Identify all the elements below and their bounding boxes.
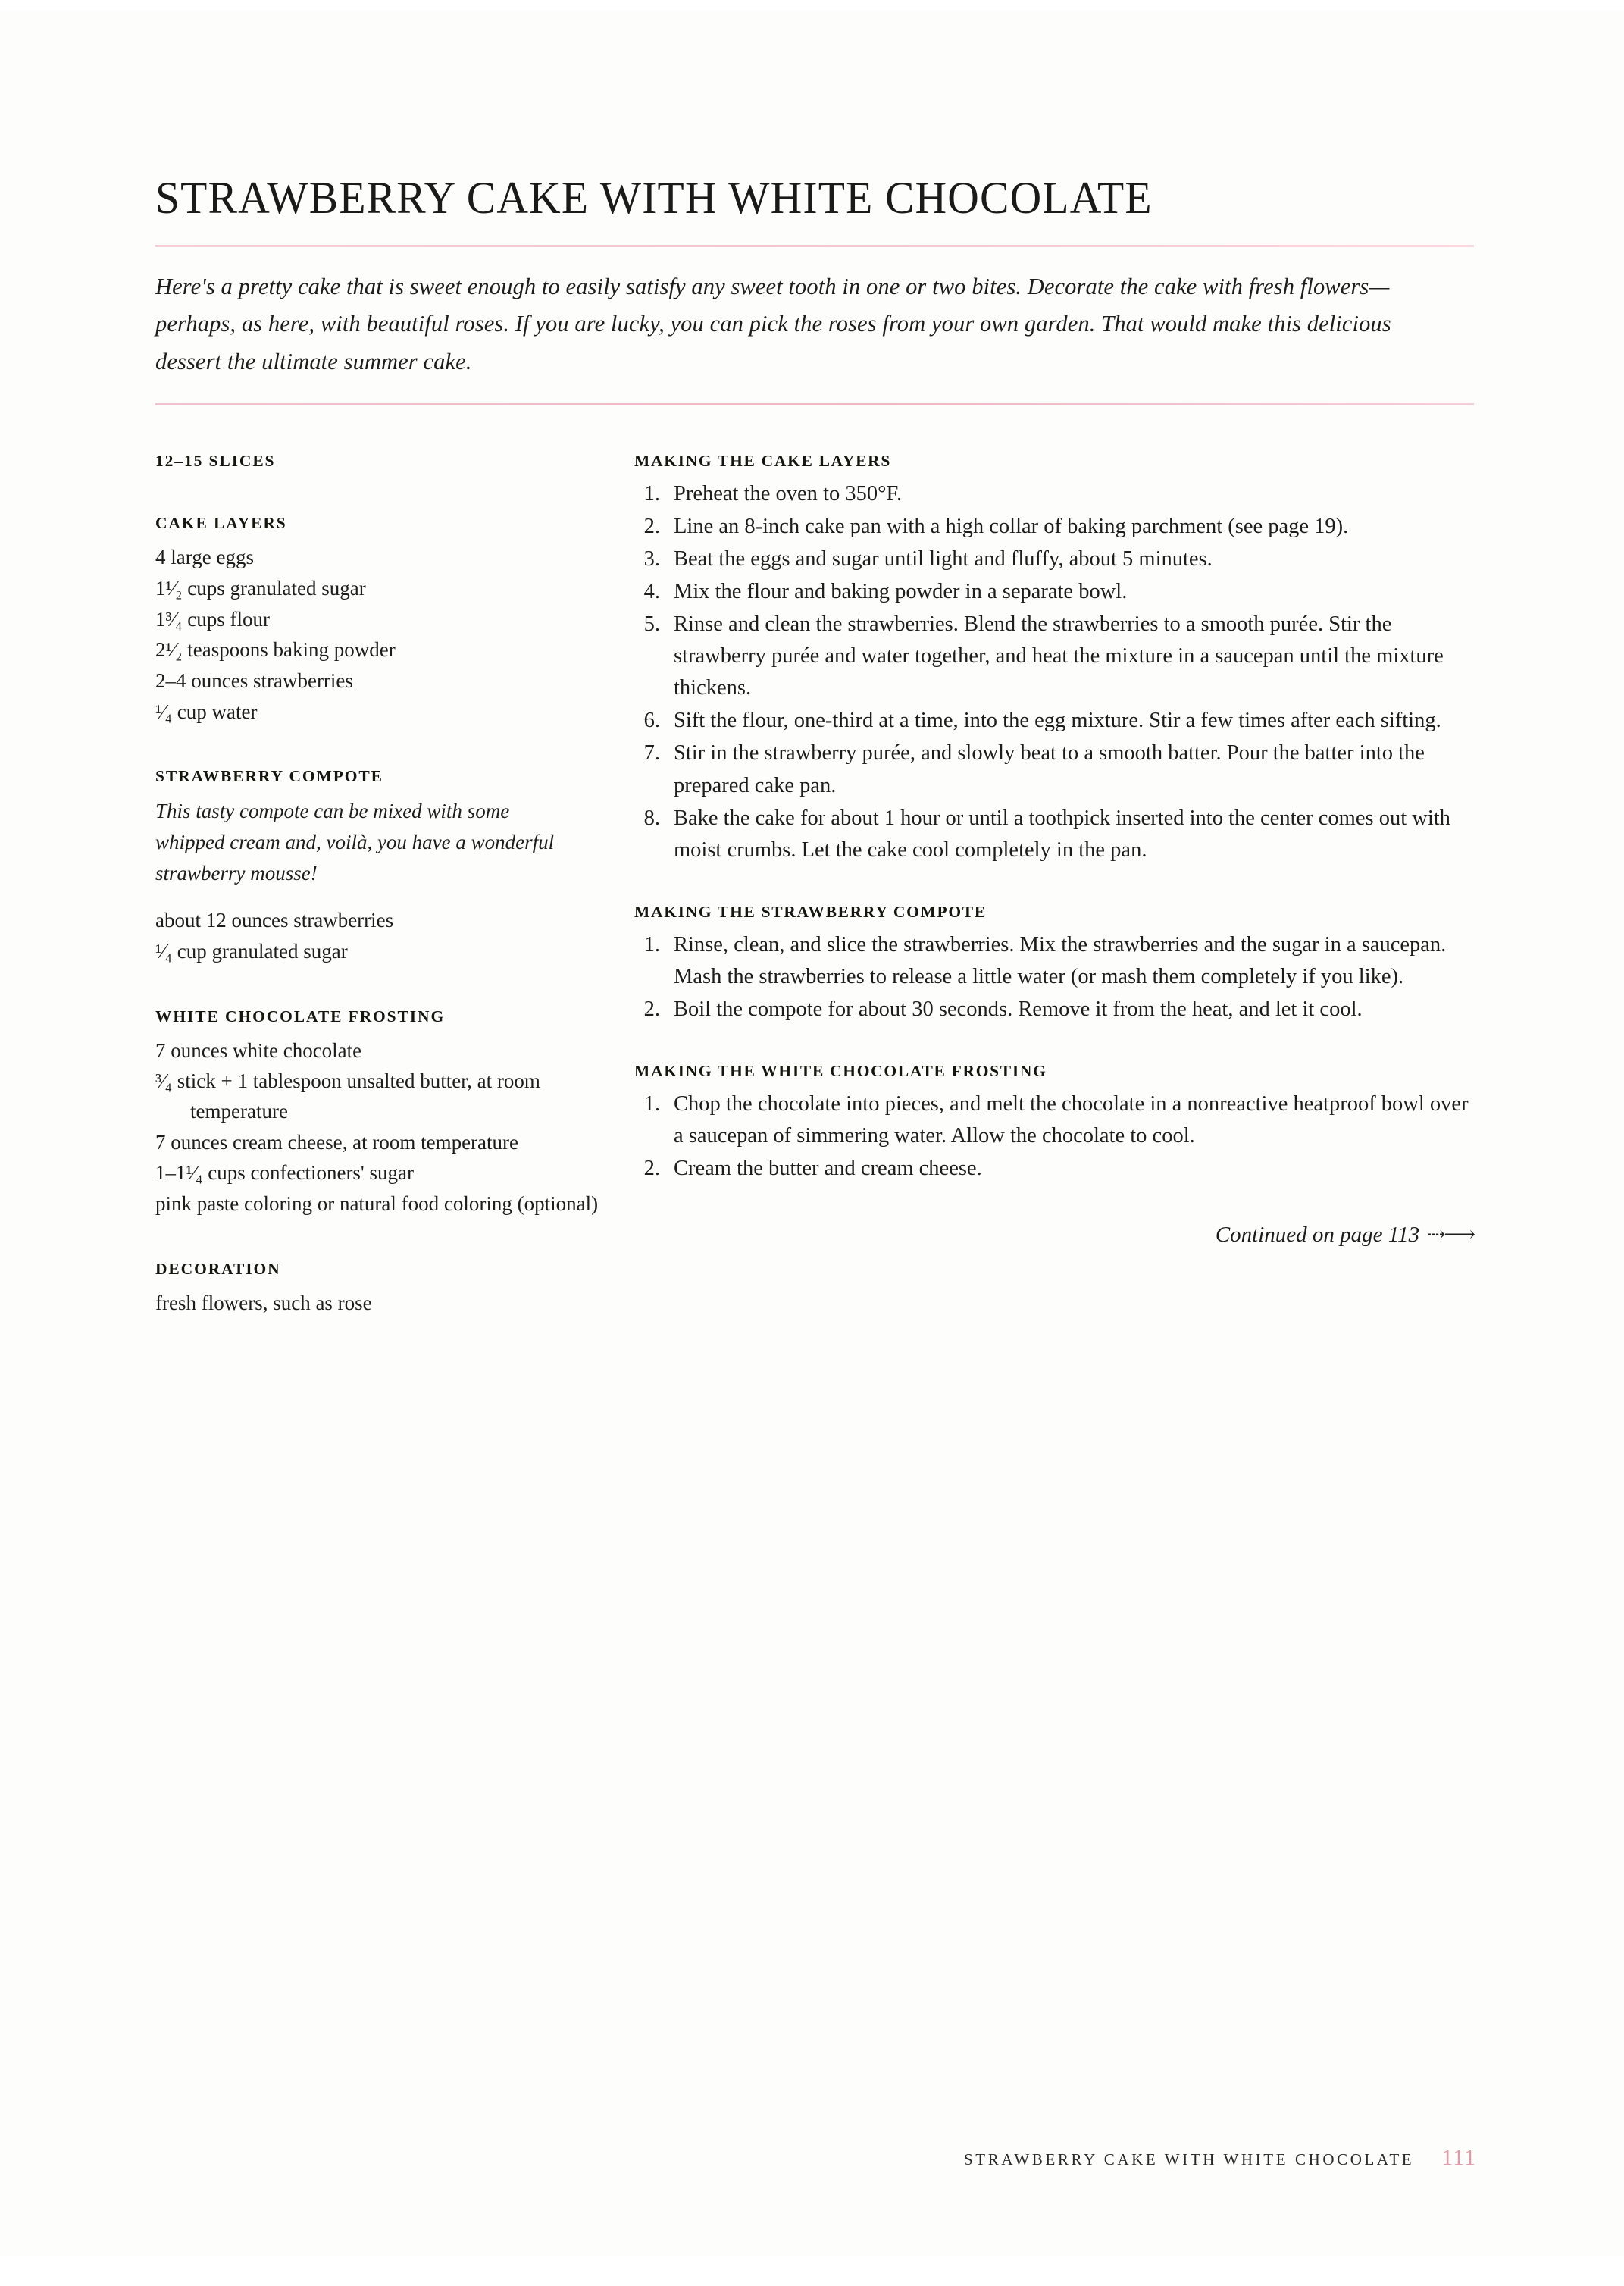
step-item (634, 1153, 1474, 1185)
step-number: 6. (643, 709, 660, 733)
method-heading-white-chocolate-frosting: MAKING THE WHITE CHOCOLATE FROSTING (634, 1061, 1047, 1080)
recipe-intro: Here's a pretty cake that is sweet enough to easily satisfy any sweet tooth in one or two bites. Decorate the cake with fresh flowers—perhaps, as here, with beautiful roses. If you are lucky, you can pick the roses from your own garden. That would make this delicious dessert the ultimate summer cake. (155, 274, 1391, 374)
yield-label: 12–15 SLICES (155, 452, 276, 471)
step-number: 4. (643, 580, 660, 604)
page-title: STRAWBERRY CAKE WITH WHITE CHOCOLATE (155, 173, 1153, 223)
list-item: 7 ounces white chocolate (155, 1038, 362, 1062)
method-group-cake-layers (634, 452, 1474, 866)
divider-rule-top (155, 245, 1474, 247)
step-number: 1. (643, 1091, 660, 1116)
step-number: 8. (643, 806, 660, 830)
ingredient-heading-strawberry-compote: STRAWBERRY COMPOTE (155, 767, 383, 786)
ingredient-group-cake-layers (155, 513, 618, 727)
list-item: ¹⁄₄ cup granulated sugar (155, 940, 348, 963)
list-item: 4 large eggs (155, 546, 254, 569)
method-group-white-chocolate-frosting (634, 1062, 1474, 1185)
method-steps-cake-layers (634, 478, 1474, 866)
step-item (634, 478, 1474, 510)
step-text: Preheat the oven to 350°F. (674, 482, 903, 506)
method-steps-white-chocolate-frosting (634, 1088, 1474, 1185)
step-text: Boil the compote for about 30 seconds. Remove it from the heat, and let it cool. (674, 997, 1363, 1021)
step-text: Line an 8-inch cake pan with a high collar of baking parchment (see page 19). (674, 515, 1349, 539)
ingredient-heading-cake-layers: CAKE LAYERS (155, 514, 287, 533)
step-text: Cream the butter and cream cheese. (674, 1156, 982, 1180)
ingredient-group-decoration (155, 1259, 618, 1319)
step-item (634, 609, 1474, 704)
ingredients-column (155, 452, 618, 1358)
list-item: 2–4 ounces strawberries (155, 669, 353, 692)
list-item: 2¹⁄₂ teaspoons baking powder (155, 638, 396, 662)
step-number: 3. (643, 547, 660, 572)
list-item: about 12 ounces strawberries (155, 909, 394, 932)
step-number: 1. (643, 932, 660, 957)
step-item (634, 1088, 1474, 1152)
ingredient-group-strawberry-compote (155, 766, 618, 966)
step-text: Stir in the strawberry purée, and slowly beat to a smooth batter. Pour the batter into the prepared cake pan. (674, 741, 1425, 797)
ingredient-list-white-chocolate-frosting (155, 1036, 618, 1220)
step-text: Bake the cake for about 1 hour or until a toothpick inserted into the center comes out with moist crumbs. Let the cake cool completely in the pan. (674, 806, 1450, 862)
step-item (634, 543, 1474, 575)
list-item: ³⁄₄ stick + 1 tablespoon unsalted butter, at room temperature (155, 1069, 540, 1123)
method-column (634, 452, 1474, 1248)
ingredient-heading-white-chocolate-frosting: WHITE CHOCOLATE FROSTING (155, 1007, 446, 1026)
list-item: 7 ounces cream cheese, at room temperature (155, 1130, 519, 1154)
method-heading-strawberry-compote: MAKING THE STRAWBERRY COMPOTE (634, 902, 987, 921)
list-item: fresh flowers, such as rose (155, 1291, 372, 1314)
recipe-columns (155, 452, 1474, 1358)
step-number: 2. (643, 997, 660, 1021)
step-item (634, 929, 1474, 993)
step-item (634, 705, 1474, 737)
step-text: Sift the flour, one-third at a time, into the egg mixture. Stir a few times after each sifting. (674, 709, 1441, 733)
step-number: 5. (643, 612, 660, 637)
list-item: 1–1¹⁄₄ cups confectioners' sugar (155, 1161, 415, 1185)
step-item (634, 511, 1474, 543)
continued-text: Continued on page 113 (1215, 1222, 1420, 1247)
ingredient-heading-decoration: DECORATION (155, 1259, 281, 1278)
list-item: ¹⁄₄ cup water (155, 700, 258, 723)
list-item: 1³⁄₄ cups flour (155, 607, 270, 631)
compote-note: This tasty compote can be mixed with some whipped cream and, voilà, you have a wonderful strawberry mousse! (155, 800, 555, 885)
ingredient-group-white-chocolate-frosting (155, 1007, 618, 1220)
arrow-right-icon: ⇢⟶ (1427, 1222, 1474, 1247)
step-number: 7. (643, 741, 660, 766)
page-footer (155, 2145, 1476, 2171)
step-number: 2. (643, 515, 660, 539)
step-text: Mix the flour and baking powder in a separate bowl. (674, 580, 1128, 604)
step-text: Rinse and clean the strawberries. Blend the strawberries to a smooth purée. Stir the strawberry purée and water together, and heat the mixture in a saucepan until the mixture thickens. (674, 612, 1444, 700)
step-item (634, 737, 1474, 801)
ingredient-list-cake-layers (155, 543, 618, 727)
method-group-strawberry-compote (634, 903, 1474, 1026)
method-heading-cake-layers: MAKING THE CAKE LAYERS (634, 452, 892, 471)
step-text: Beat the eggs and sugar until light and fluffy, about 5 minutes. (674, 547, 1213, 572)
ingredient-list-decoration (155, 1289, 618, 1319)
list-item: 1¹⁄₂ cups granulated sugar (155, 576, 366, 600)
step-text: Rinse, clean, and slice the strawberries. Mix the strawberries and the sugar in a saucepan. Mash the strawberries to release a little water (or mash them completely if you like). (674, 932, 1447, 988)
footer-running-title: STRAWBERRY CAKE WITH WHITE CHOCOLATE (964, 2150, 1415, 2169)
method-steps-strawberry-compote (634, 929, 1474, 1026)
footer-page-number: 111 (1441, 2145, 1476, 2170)
ingredient-list-strawberry-compote (155, 906, 618, 966)
divider-rule-bottom (155, 403, 1474, 405)
scan-edge-top (0, 0, 1624, 11)
page-content (155, 174, 1474, 1358)
step-item (634, 994, 1474, 1026)
scan-edge-bottom (0, 2256, 1624, 2286)
step-number: 1. (643, 482, 660, 506)
continued-note (634, 1221, 1474, 1248)
step-item (634, 803, 1474, 866)
step-number: 2. (643, 1156, 660, 1180)
step-item (634, 576, 1474, 608)
step-text: Chop the chocolate into pieces, and melt the chocolate in a nonreactive heatproof bowl over a saucepan of simmering water. Allow the chocolate to cool. (674, 1091, 1469, 1148)
list-item: pink paste coloring or natural food coloring (optional) (155, 1192, 599, 1216)
